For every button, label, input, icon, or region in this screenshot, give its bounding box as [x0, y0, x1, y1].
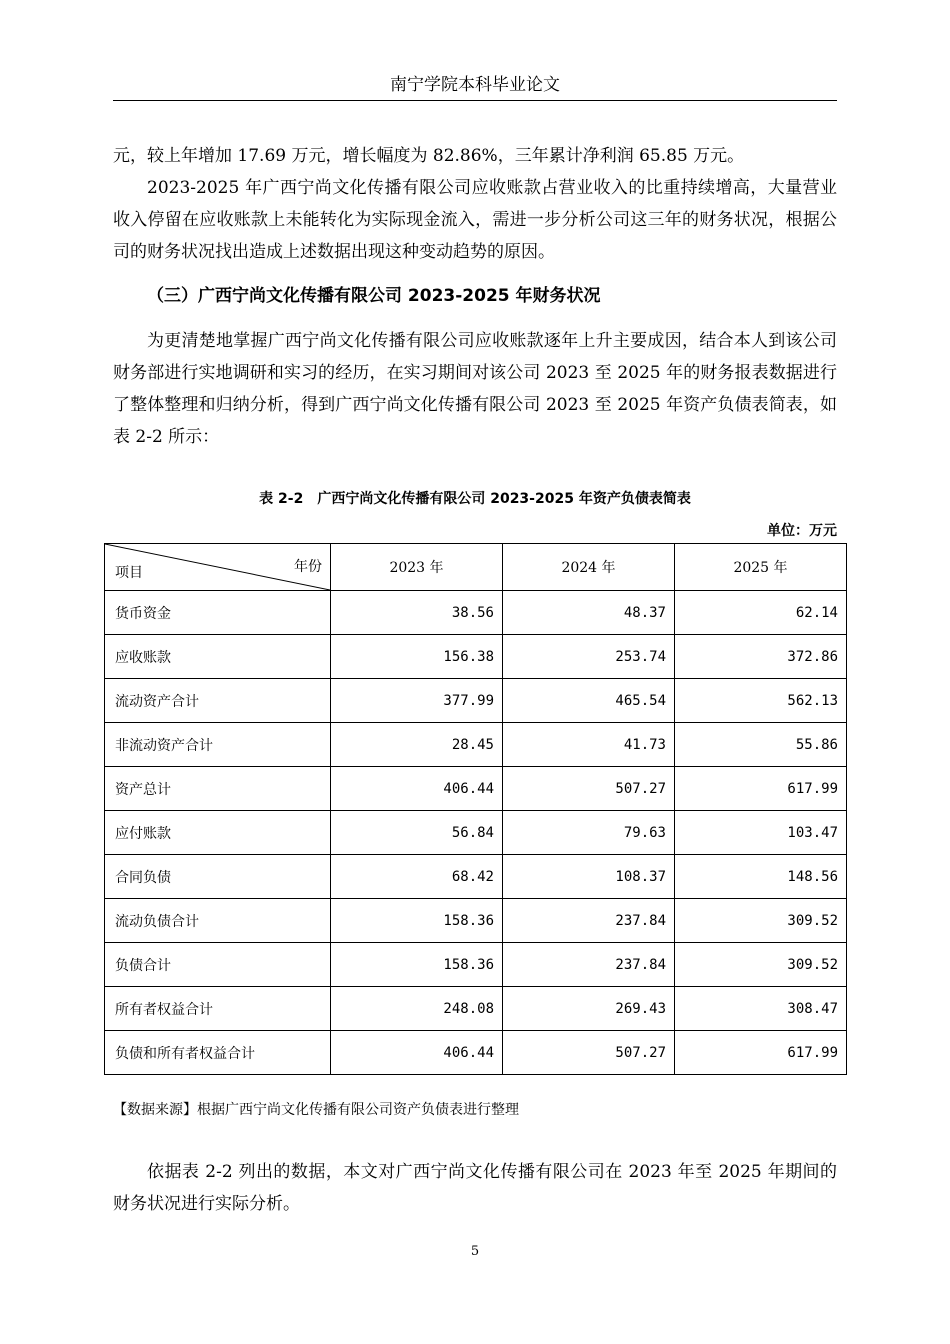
row-item-label: 应付账款 [105, 811, 331, 855]
table-cell: 406.44 [331, 1031, 503, 1075]
table-row [105, 987, 847, 1031]
row-item-label: 流动负债合计 [105, 899, 331, 943]
table-cell: 55.86 [675, 723, 847, 767]
table-cell: 237.84 [503, 943, 675, 987]
table-cell: 56.84 [331, 811, 503, 855]
table-row [105, 855, 847, 899]
table-cell: 377.99 [331, 679, 503, 723]
table-cell: 158.36 [331, 943, 503, 987]
row-item-label: 合同负债 [105, 855, 331, 899]
row-item-label: 负债合计 [105, 943, 331, 987]
page-header-title: 南宁学院本科毕业论文 [390, 75, 560, 95]
row-item-label: 资产总计 [105, 767, 331, 811]
table-cell: 156.38 [331, 635, 503, 679]
row-item-label: 非流动资产合计 [105, 723, 331, 767]
table-cell: 309.52 [675, 899, 847, 943]
page-number: 5 [470, 1244, 480, 1259]
row-item-label: 所有者权益合计 [105, 987, 331, 1031]
balance-sheet-table [104, 543, 847, 1075]
header-rule [113, 100, 837, 101]
year-header: 2025 年 [675, 544, 847, 591]
paragraph-4: 依据表 2-2 列出的数据，本文对广西宁尚文化传播有限公司在 2023 年至 2025 年期间的财务状况进行实际分析。 [113, 1162, 837, 1214]
table-row [105, 679, 847, 723]
table-cell: 103.47 [675, 811, 847, 855]
paragraph-3: 为更清楚地掌握广西宁尚文化传播有限公司应收账款逐年上升主要成因，结合本人到该公司财务部进行实地调研和实习的经历，在实习期间对该公司 2023 至 2025 年的财务报表数据进行了整体整理和归纳分析，得到广西宁尚文化传播有限公司 2023 至 2025 年资产负债表简表，如表 2-2 所示： [113, 331, 837, 447]
table-cell: 562.13 [675, 679, 847, 723]
table-header-row [105, 544, 847, 591]
table-cell: 617.99 [675, 767, 847, 811]
table-cell: 507.27 [503, 1031, 675, 1075]
table-cell: 79.63 [503, 811, 675, 855]
table-row [105, 723, 847, 767]
table-cell: 28.45 [331, 723, 503, 767]
paragraph-2: 2023-2025 年广西宁尚文化传播有限公司应收账款占营业收入的比重持续增高，大量营业收入停留在应收账款上未能转化为实际现金流入，需进一步分析公司这三年的财务状况，根据公司的财务状况找出造成上述数据出现这种变动趋势的原因。 [113, 178, 837, 262]
row-item-label: 负债和所有者权益合计 [105, 1031, 331, 1075]
corner-item-label: 项目 [115, 565, 143, 581]
row-item-label: 流动资产合计 [105, 679, 331, 723]
table-cell: 48.37 [503, 591, 675, 635]
table-cell: 269.43 [503, 987, 675, 1031]
table-cell: 253.74 [503, 635, 675, 679]
table-cell: 308.47 [675, 987, 847, 1031]
table-cell: 507.27 [503, 767, 675, 811]
table-cell: 62.14 [675, 591, 847, 635]
table-caption: 表 2-2 广西宁尚文化传播有限公司 2023-2025 年资产负债表简表 [259, 491, 691, 507]
row-item-label: 应收账款 [105, 635, 331, 679]
table-unit: 单位：万元 [767, 523, 837, 539]
table-row [105, 591, 847, 635]
table-cell: 41.73 [503, 723, 675, 767]
table-cell: 465.54 [503, 679, 675, 723]
table-cell: 309.52 [675, 943, 847, 987]
table-cell: 68.42 [331, 855, 503, 899]
table-row [105, 767, 847, 811]
year-header: 2024 年 [503, 544, 675, 591]
table-cell: 158.36 [331, 899, 503, 943]
table-cell: 108.37 [503, 855, 675, 899]
table-row [105, 1031, 847, 1075]
table-cell: 617.99 [675, 1031, 847, 1075]
table-row [105, 635, 847, 679]
corner-year-label: 年份 [294, 559, 322, 575]
table-corner-cell [105, 544, 331, 591]
table-cell: 38.56 [331, 591, 503, 635]
table-source-note: 【数据来源】根据广西宁尚文化传播有限公司资产负债表进行整理 [113, 1102, 519, 1118]
section-heading: （三）广西宁尚文化传播有限公司 2023-2025 年财务状况 [147, 286, 601, 306]
table-cell: 372.86 [675, 635, 847, 679]
table-row [105, 943, 847, 987]
table-cell: 248.08 [331, 987, 503, 1031]
row-item-label: 货币资金 [105, 591, 331, 635]
table-cell: 148.56 [675, 855, 847, 899]
table-cell: 237.84 [503, 899, 675, 943]
table-row [105, 811, 847, 855]
table-row [105, 899, 847, 943]
year-header: 2023 年 [331, 544, 503, 591]
paragraph-1: 元，较上年增加 17.69 万元，增长幅度为 82.86%，三年累计净利润 65.85 万元。 [113, 146, 745, 166]
table-cell: 406.44 [331, 767, 503, 811]
